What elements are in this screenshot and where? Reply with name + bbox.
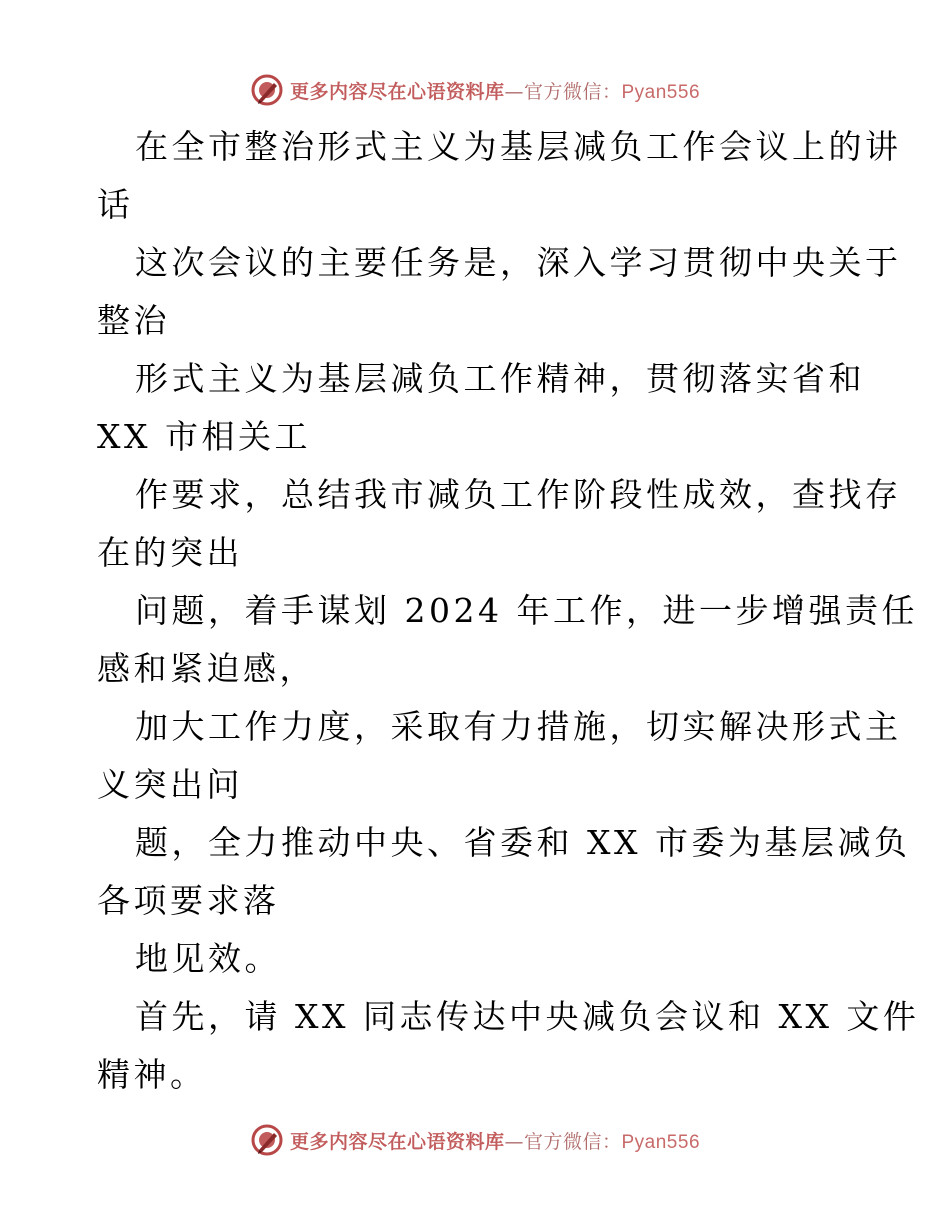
text-line: 各项要求落 (97, 881, 280, 920)
text-line: 加大工作力度，采取有力措施，切实解决形式主 (135, 707, 902, 746)
text-line: 首先，请 XX 同志传达中央减负会议和 XX 文件 (135, 997, 920, 1036)
watermark-main: 更多内容尽在心语资料库 (289, 1130, 505, 1153)
watermark-text (290, 1127, 700, 1154)
watermark-label: 官方微信： (523, 80, 622, 103)
watermark-label: 官方微信： (523, 1130, 622, 1153)
text-line: 问题，着手谋划 2024 年工作，进一步增强责任 (135, 591, 918, 630)
watermark-id: Pyan556 (621, 1131, 701, 1153)
footer-watermark (0, 1120, 950, 1160)
text-line: 感和紧迫感， (97, 649, 316, 688)
text-line: 义突出问 (97, 765, 243, 804)
text-line: 地见效。 (135, 939, 281, 978)
text-line: XX 市相关工 (97, 417, 311, 456)
watermark-main: 更多内容尽在心语资料库 (289, 80, 505, 103)
text-line: 话 (97, 185, 134, 224)
text-line: 在全市整治形式主义为基层减负工作会议上的讲 (135, 127, 902, 166)
pen-logo-icon (250, 1123, 284, 1157)
watermark-separator: — (504, 1130, 524, 1153)
text-line: 题，全力推动中央、省委和 XX 市委为基层减负 (135, 823, 911, 862)
watermark-text (290, 77, 700, 104)
watermark-separator: — (504, 80, 524, 103)
text-line: 在的突出 (97, 533, 243, 572)
pen-logo-icon (250, 73, 284, 107)
document-body (97, 118, 920, 1104)
header-watermark (0, 70, 950, 110)
text-line: 整治 (97, 301, 170, 340)
text-line: 形式主义为基层减负工作精神，贯彻落实省和 (135, 359, 865, 398)
text-line: 这次会议的主要任务是，深入学习贯彻中央关于 (135, 243, 902, 282)
text-line: 精神。 (97, 1055, 207, 1094)
watermark-id: Pyan556 (621, 81, 701, 103)
text-line: 作要求，总结我市减负工作阶段性成效，查找存 (135, 475, 902, 514)
